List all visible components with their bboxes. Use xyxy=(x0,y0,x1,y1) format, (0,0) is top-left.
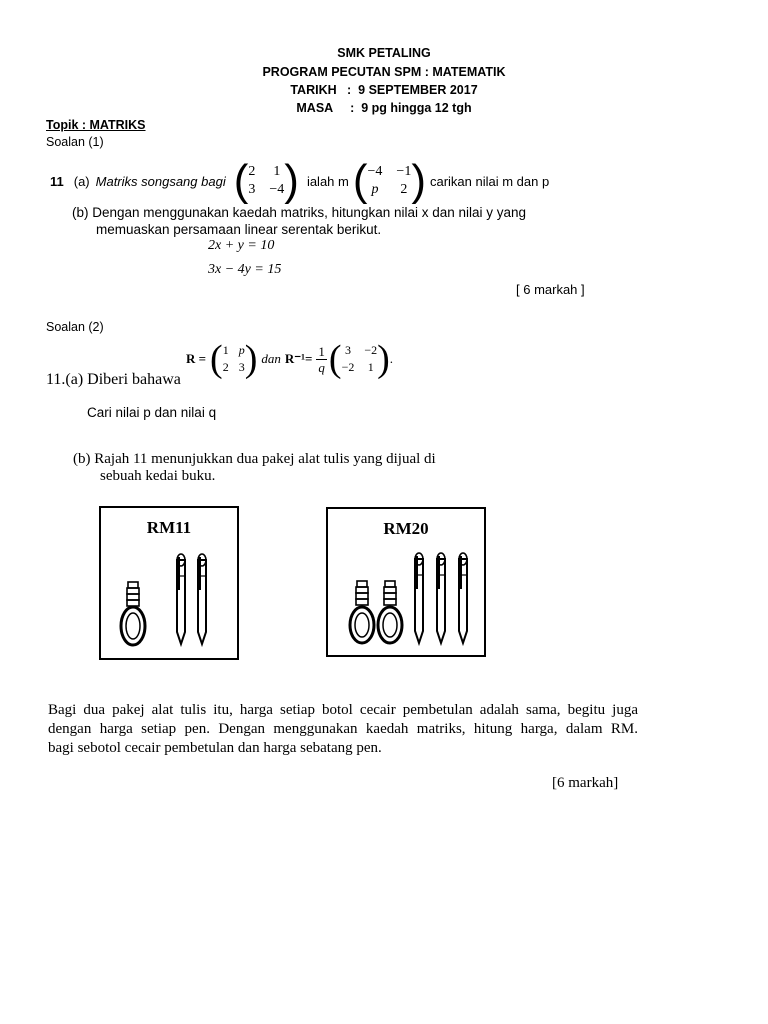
pen-icon xyxy=(437,553,445,643)
q2-find: Cari nilai p dan nilai q xyxy=(87,405,217,420)
fraction-1-over-q xyxy=(316,344,327,375)
q1-part-b-line2: memuaskan persamaan linear serentak berikut. xyxy=(96,222,382,237)
q1-a-label: (a) xyxy=(73,173,90,189)
correction-fluid-bottle-icon xyxy=(378,581,402,643)
matrix-r-cell: 1 xyxy=(222,343,229,357)
period: . xyxy=(389,351,394,366)
matrix-b-cell: 2 xyxy=(400,182,408,197)
package-rm11-items xyxy=(101,508,237,658)
fraction-denominator: q xyxy=(318,359,325,375)
pen-icon xyxy=(415,553,423,643)
matrix-r-cell: 3 xyxy=(238,360,245,374)
package-rm20 xyxy=(326,507,486,657)
pen-icon xyxy=(459,553,467,643)
matrix-r-cell: 2 xyxy=(222,360,229,374)
date-line: TARIKH : 9 SEPTEMBER 2017 xyxy=(290,83,478,97)
q2-paragraph-line3: bagi sebotol cecair pembetulan dan harga sebatang pen. xyxy=(48,740,382,756)
q1-a-text-post: carikan nilai m dan p xyxy=(429,173,550,189)
matrix-a-cell: 3 xyxy=(248,182,256,197)
equation-2: 3x − 4y = 15 xyxy=(208,262,282,277)
matrix-r-cell: p xyxy=(238,343,245,357)
q2-marks: [6 markah] xyxy=(552,775,619,791)
pen-icon xyxy=(177,554,185,644)
correction-fluid-bottle-icon xyxy=(121,582,145,645)
time-line: MASA : 9 pg hingga 12 tgh xyxy=(296,101,472,115)
q2-paragraph xyxy=(48,701,638,758)
q1-b-label: (b) xyxy=(72,205,89,220)
q2-part-b-line2: sebuah kedai buku. xyxy=(100,468,216,484)
q1-heading: Soalan (1) xyxy=(46,135,104,149)
q1-marks: [ 6 markah ] xyxy=(516,282,585,297)
q2-heading: Soalan (2) xyxy=(46,320,104,334)
r-label: R = xyxy=(186,351,207,366)
fraction-numerator: 1 xyxy=(318,343,325,359)
school-name: SMK PETALING xyxy=(337,46,431,60)
matrix-a: ( 2 1 3 −4 ) xyxy=(233,156,299,205)
q2-part-b-line1: (b) Rajah 11 menunjukkan dua pakej alat tulis yang dijual di xyxy=(73,451,436,467)
q1-part-b-line1 xyxy=(72,205,526,220)
matrix-b-cell: p xyxy=(371,182,379,197)
q1-part-a xyxy=(46,156,746,206)
dan-word: dan xyxy=(261,351,281,366)
q2-paragraph-line2: dengan harga setiap pen. Dengan menggunakan kaedah matriks, hitung harga, dalam RM. xyxy=(48,721,638,737)
matrix-rinv-cell: 1 xyxy=(367,360,374,374)
matrix-a-cell: 2 xyxy=(248,164,256,179)
q1-a-text-mid: ialah m xyxy=(306,173,349,189)
q1-b-text: Dengan menggunakan kaedah matriks, hitungkan nilai x dan nilai y yang xyxy=(92,205,527,220)
program-title: PROGRAM PECUTAN SPM : MATEMATIK xyxy=(262,65,506,79)
matrix-a-cell: 1 xyxy=(273,164,281,179)
ghost-text xyxy=(360,340,740,355)
q1-number: 11 xyxy=(50,173,64,189)
package-rm11-price: RM11 xyxy=(146,518,192,537)
q1-a-text-pre: Matriks songsang bagi xyxy=(95,173,226,189)
equation-1: 2x + y = 10 xyxy=(208,238,275,253)
q2-part-a: 11.(a) Diberi bahawa xyxy=(46,371,181,388)
correction-fluid-bottle-icon xyxy=(350,581,374,643)
package-rm20-items xyxy=(328,509,484,655)
q2-given-matrices xyxy=(186,334,393,384)
matrix-a-cell: −4 xyxy=(269,182,285,197)
package-rm20-price: RM20 xyxy=(383,519,429,538)
matrix-b-cell: −1 xyxy=(396,164,412,179)
matrix-rinv-cell: −2 xyxy=(341,360,355,374)
matrix-rinv-cell: 3 xyxy=(344,343,351,357)
r-inverse-label: R⁻¹= xyxy=(284,351,313,366)
package-rm11 xyxy=(99,506,239,660)
matrix-r-inverse: ( 3 −2 −2 1 ) xyxy=(328,338,390,380)
matrix-r: ( 1 p 2 3 ) xyxy=(210,338,258,380)
pen-icon xyxy=(198,554,206,644)
topic-label: Topik : MATRIKS xyxy=(46,118,146,132)
q2-paragraph-line1: Bagi dua pakej alat tulis itu, harga setiap botol cecair pembetulan adalah sama, begitu juga xyxy=(48,702,638,718)
matrix-b: ( −4 −1 p 2 ) xyxy=(352,156,426,205)
matrix-rinv-cell: −2 xyxy=(364,343,378,357)
matrix-b-cell: −4 xyxy=(367,164,383,179)
